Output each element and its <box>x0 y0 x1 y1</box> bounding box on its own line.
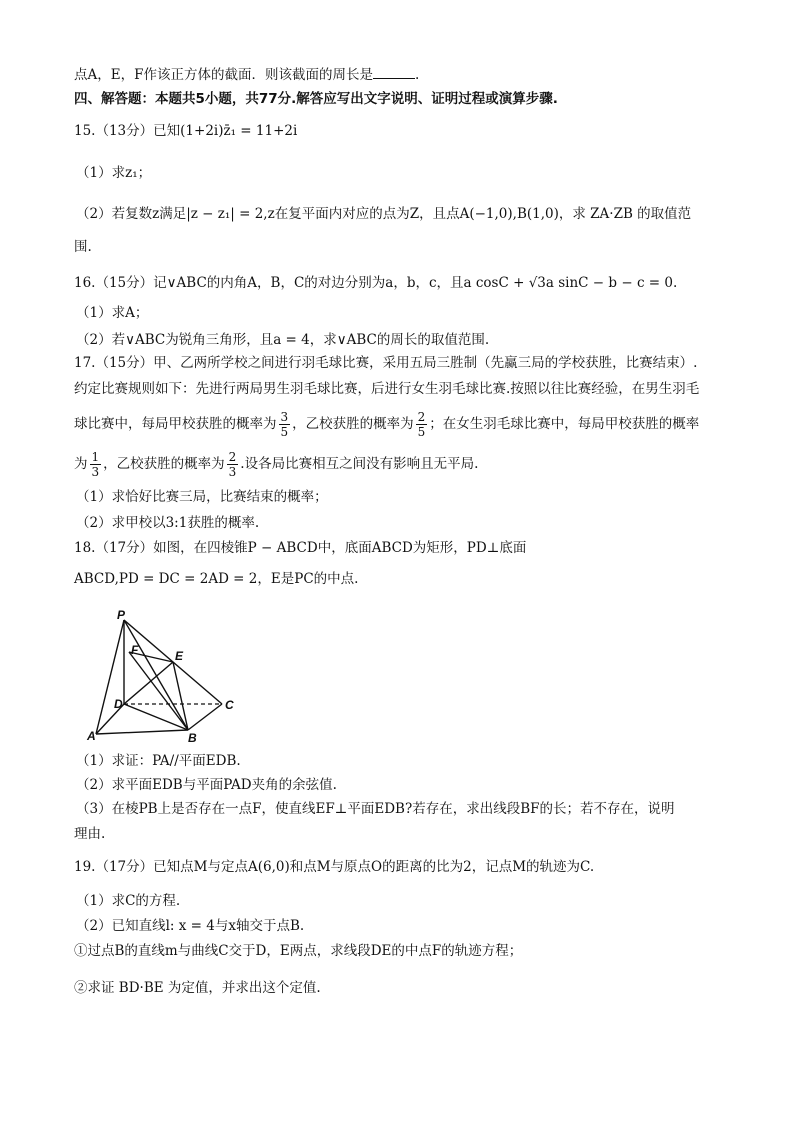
section-heading: 四、解答题：本题共5小题，共77分.解答应写出文字说明、证明过程或演算步骤. <box>74 91 558 107</box>
q19-part2a: ①过点B的直线m与曲线C交于D，E两点，求线段DE的中点F的轨迹方程； <box>74 943 523 959</box>
q15-stem: 15.（13分）已知(1+2i)z̄₁ = 11+2i <box>74 123 298 139</box>
q17-stem: 17.（15分）甲、乙两所学校之间进行羽毛球比赛，采用五局三胜制（先赢三局的学校获胜，比赛结束）. <box>74 355 698 371</box>
q18-stem: 18.（17分）如图，在四棱锥P − ABCD中，底面ABCD为矩形，PD⊥底面 <box>74 540 527 556</box>
q15-part1: （1）求z₁； <box>76 165 152 181</box>
q14-end: . <box>414 67 420 83</box>
q17-part2: （2）求甲校以3:1获胜的概率. <box>76 515 260 531</box>
q18-part2: （2）求平面EDB与平面PAD夹角的余弦值. <box>76 777 337 793</box>
fraction-denominator: 3 <box>91 465 100 479</box>
q19-part2: （2）已知直线l: x = 4与x轴交于点B. <box>76 918 305 934</box>
q17-text-e: ，乙校获胜的概率为 <box>103 456 225 472</box>
q17-text-a: 球比赛中，每局甲校获胜的概率为 <box>74 416 277 432</box>
label-A: A <box>87 729 96 743</box>
edge-BC <box>188 704 222 730</box>
fraction-numerator: 2 <box>228 450 237 464</box>
edge-DE <box>124 662 173 704</box>
q19-part1: （1）求C的方程. <box>76 893 181 909</box>
q17-line4 <box>74 444 478 484</box>
q16-stem: 16.（15分）记∨ABC的内角A，B，C的对边分别为a，b，c，且a cosC + √3a sinC − b − c = 0. <box>74 275 678 291</box>
label-P: P <box>117 608 126 622</box>
label-F: F <box>131 643 139 657</box>
fraction-denominator: 5 <box>417 425 426 439</box>
fraction-2-5 <box>416 410 428 439</box>
q19-stem: 19.（17分）已知点M与定点A(6,0)和点M与原点O的距离的比为2，记点M的轨迹为C. <box>74 859 595 875</box>
q17-part1: （1）求恰好比赛三局，比赛结束的概率； <box>76 489 328 505</box>
q19-part2b: ②求证 BD·BE 为定值，并求出这个定值. <box>74 980 321 996</box>
q14-tail <box>74 64 419 84</box>
q17-line3 <box>74 404 699 444</box>
q16-part1: （1）求A； <box>76 305 149 321</box>
q15-part2: （2）若复数z满足|z − z₁| = 2,z在复平面内对应的点为Z，且点A(−1,0),B(1,0)，求 ZA·ZB 的取值范 <box>76 206 692 222</box>
edge-PB <box>124 620 188 730</box>
fraction-3-5 <box>279 410 291 439</box>
edge-AB <box>96 730 188 734</box>
q18-part1: （1）求证：PA//平面EDB. <box>76 753 241 769</box>
q15-part2-cont: 围. <box>74 239 92 255</box>
label-B: B <box>188 731 197 744</box>
q16-part2: （2）若∨ABC为锐角三角形，且a = 4，求∨ABC的周长的取值范围. <box>76 332 490 348</box>
q17-line2: 约定比赛规则如下：先进行两局男生羽毛球比赛，后进行女生羽毛球比赛.按照以往比赛经验，在男生羽毛 <box>74 381 700 397</box>
fraction-1-3 <box>90 450 102 479</box>
q18-line2: ABCD,PD = DC = 2AD = 2，E是PC的中点. <box>74 571 359 587</box>
label-D: D <box>114 697 123 711</box>
label-E: E <box>175 649 184 663</box>
fraction-2-3 <box>227 450 239 479</box>
label-C: C <box>225 698 234 712</box>
fraction-numerator: 1 <box>91 450 100 464</box>
q18-part3-cont: 理由. <box>74 826 106 842</box>
pyramid-figure <box>84 608 244 744</box>
fraction-denominator: 3 <box>228 465 237 479</box>
fraction-numerator: 3 <box>280 410 289 424</box>
edge-PA <box>96 620 124 734</box>
fraction-numerator: 2 <box>417 410 426 424</box>
q17-text-b: ，乙校获胜的概率为 <box>292 416 414 432</box>
q17-text-c: ；在女生羽毛球比赛中，每局甲校获胜的概率 <box>429 416 700 432</box>
q17-text-d: 为 <box>74 456 88 472</box>
q17-text-f: .设各局比赛相互之间没有影响且无平局. <box>240 456 479 472</box>
answer-blank[interactable] <box>373 64 415 79</box>
q14-text: 点A，E，F作该正方体的截面．则该截面的周长是 <box>74 67 373 83</box>
fraction-denominator: 5 <box>280 425 289 439</box>
q18-part3: （3）在棱PB上是否存在一点F，使直线EF⊥平面EDB?若存在，求出线段BF的长；若不存在，说明 <box>76 801 675 817</box>
